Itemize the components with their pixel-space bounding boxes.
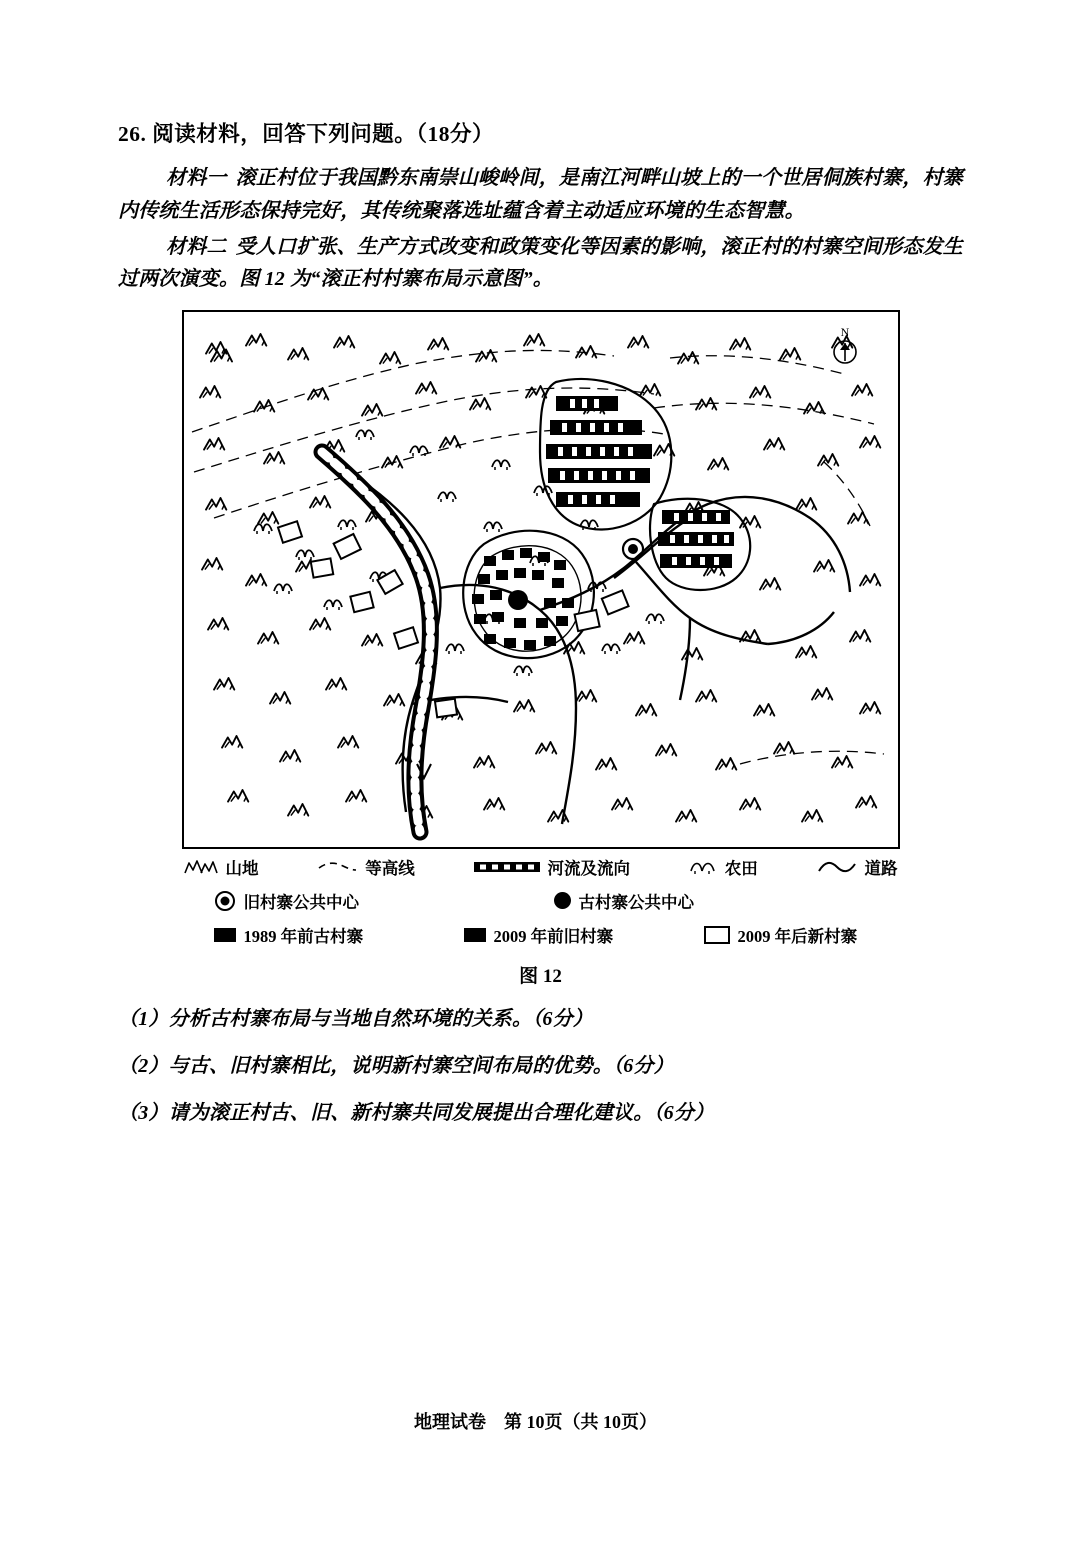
page-content [118,118,963,1129]
black-square-icon [464,928,486,942]
farmland-icon [689,859,717,875]
legend-row-1 [184,855,898,879]
sub-question-1: （1）分析古村寨布局与当地自然环境的关系。（6分） [118,1007,593,1030]
legend-label-farmland: 农田 [724,858,758,878]
material-one-tag: 材料一 [166,167,227,190]
legend-item-contour [317,855,415,879]
legend-label-mountain: 山地 [225,858,259,878]
legend-item-farmland [689,855,758,879]
legend-label-river: 河流及流向 [547,858,630,878]
legend-item-old-village [464,923,704,947]
filled-circle-icon [554,892,571,909]
figure-12 [118,310,963,988]
legend-label-contour: 等高线 [365,858,415,878]
figure-caption: 图 12 [519,965,562,987]
question-heading [118,118,963,150]
road-icon [817,859,857,875]
legend-item-old-center [214,889,554,913]
legend-item-ancient-village [214,923,464,947]
sub-question-3: （3）请为滚正村古、旧、新村寨共同发展提出合理化建议。（6分） [118,1101,715,1124]
legend-label-ancient-center: 古村寨公共中心 [578,892,694,912]
legend-item-river [474,855,631,879]
village-layout-map [182,310,900,849]
page-footer [0,1408,1071,1434]
legend-label-old-center: 旧村寨公共中心 [243,892,359,912]
legend-label-new-village: 2009 年后新村寨 [737,926,858,946]
double-circle-icon [214,890,236,912]
sub-question-2: （2）与古、旧村寨相比，说明新村寨空间布局的优势。（6分） [118,1054,674,1077]
footer-page-number: 第 10页（共 10页） [504,1412,657,1432]
material-two-tag: 材料二 [166,236,227,259]
material-two-paragraph [118,231,963,296]
legend-item-road [817,855,898,879]
legend-label-old-village: 2009 年前旧村寨 [493,926,614,946]
white-square-icon [704,926,730,944]
contour-line-icon [317,859,357,875]
question-number: 26. [118,122,147,146]
footer-subject: 地理试卷 [414,1412,486,1432]
map-legend [184,855,898,957]
black-square-icon [214,928,236,942]
svg-text:N: N [840,324,849,339]
legend-label-ancient-village: 1989 年前古村寨 [243,926,364,946]
material-one-paragraph [118,162,963,227]
river-band-icon [474,860,540,874]
legend-item-mountain [184,855,259,879]
material-one-text: 滚正村位于我国黔东南崇山峻岭间，是南江河畔山坡上的一个世居侗族村寨，村寨内传统生活形态保持完好，其传统聚落选址蕴含着主动适应环境的生态智慧。 [118,167,963,222]
legend-label-road: 道路 [864,858,898,878]
legend-item-ancient-center [554,889,695,913]
mountain-icon [184,859,218,875]
legend-row-2 [184,889,898,913]
legend-row-3 [184,923,898,947]
material-two-text: 受人口扩张、生产方式改变和政策变化等因素的影响，滚正村的村寨空间形态发生过两次演变。图 12 为“滚正村村寨布局示意图”。 [118,236,963,291]
legend-item-new-village [704,923,858,947]
question-title: 阅读材料，回答下列问题。（18分） [152,122,495,146]
